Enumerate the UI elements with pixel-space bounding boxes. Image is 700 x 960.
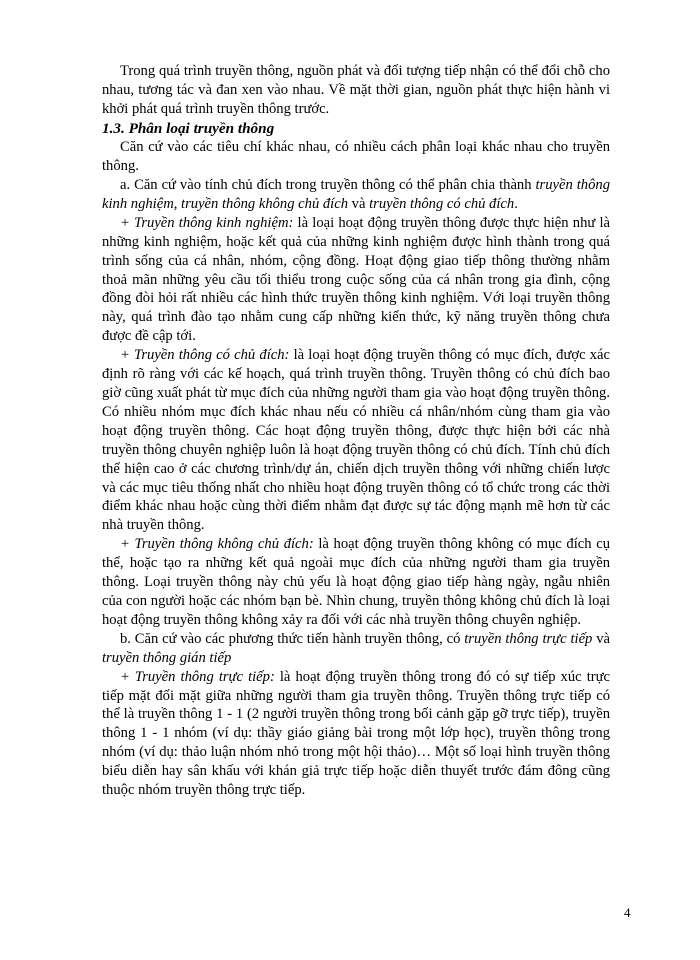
criterion-b-term1: truyền thông trực tiếp xyxy=(464,630,593,647)
criterion-b-paragraph xyxy=(102,630,610,668)
criterion-a-term1: truyền thông kinh nghiệm, truyền thông không chủ đích xyxy=(102,177,610,212)
direct-paragraph xyxy=(102,668,610,800)
section-heading: 1.3. Phân loại truyền thông xyxy=(102,119,275,137)
direct-term: + Truyền thông trực tiếp: xyxy=(120,668,275,685)
criterion-a-and: và xyxy=(348,195,370,212)
section-intro-text: Căn cứ vào các tiêu chí khác nhau, có nhiều cách phân loại khác nhau cho truyền thông. xyxy=(102,139,610,175)
criterion-a-lead: a. Căn cứ vào tính chủ đích trong truyền thông có thể phân chia thành xyxy=(120,177,536,194)
page-number: 4 xyxy=(624,905,631,920)
experience-paragraph xyxy=(102,214,610,346)
intro-paragraph xyxy=(102,62,610,119)
purposeful-text: là loại hoạt động truyền thông có mục đích, được xác định rõ ràng với các kế hoạch, quá trình truyền thông. Truyền thông có chủ đích bao giờ cũng xuất phát từ mục đích của những người tham gia vào hoạt động truyền thông. Có nhiều nhóm mục đích khác nhau nếu có nhiều cá nhân/nhóm cùng tham gia vào hoạt động truyền thông. Các hoạt động truyền thông, được thực hiện bởi các nhà truyền thông chuyên nghiệp luôn là hoạt động truyền thông có chủ đích. Tính chủ đích thể hiện cao ở các chương trình/dự án, chiến dịch truyền thông với những chiến lược và các mục tiêu thống nhất cho nhiều hoạt động truyền thông có tổ chức trong các thời điểm khác nhau hoặc cùng thời điểm nhằm đạt được sự tác động mạnh mẽ hơn từ các nhà truyền thông. xyxy=(102,347,611,534)
unintentional-text: là hoạt động truyền thông không có mục đích cụ thể, hoặc tạo ra những kết quả ngoài mục đích của những người tham gia truyền thông. Loại truyền thông này chủ yếu là hoạt động giao tiếp hàng ngày, ngẫu nhiên của con người hoặc các nhóm bạn bè. Nhìn chung, truyền thông không chủ đích là loại hoạt động truyền thông không xảy ra đối với các nhà truyền thông chuyên nghiệp. xyxy=(102,536,611,628)
direct-text: là hoạt động truyền thông trong đó có sự tiếp xúc trực tiếp mặt đối mặt giữa những người tham gia truyền thông. Truyền thông trực tiếp có thể là truyền thông 1 - 1 (2 người truyền thông trong bối cảnh gặp gỡ trực tiếp), truyền thông 1 - 1 nhóm (ví dụ: thầy giáo giảng bài trong một lớp học), truyền thông trong nhóm (ví dụ: thảo luận nhóm nhỏ trong một hội thảo)… Một số loại hình truyền thông biểu diễn hay sân khấu với khán giả trực tiếp hoặc diễn thuyết trước đám đông cũng thuộc nhóm truyền thông trực tiếp. xyxy=(102,668,610,799)
purposeful-paragraph xyxy=(102,346,610,535)
intro-text: Trong quá trình truyền thông, nguồn phát và đối tượng tiếp nhận có thể đổi chỗ cho nhau, tương tác và đan xen vào nhau. Về mặt thời gian, nguồn phát thực hiện hành vi khởi phát quá trình truyền thông trước. xyxy=(102,63,610,117)
criterion-a-paragraph xyxy=(102,176,610,214)
criterion-b-term2: truyền thông gián tiếp xyxy=(102,649,232,666)
experience-text: là loại hoạt động truyền thông được thực hiện như là những kinh nghiệm, hoặc kết quả của những kinh nghiệm được hình thành trong quá trình sống của cá nhân, nhóm, cộng đồng. Hoạt động giao tiếp thông thường nhằm thoả mãn những yêu cầu tối thiểu trong cuộc sống của cá nhân trong gia đình, cộng đồng đòi hỏi rất nhiều các hình thức truyền thông kinh nghiệm. Với loại truyền thông này, quá trình đào tạo nhằm cung cấp những kiến thức, kỹ năng truyền thông chưa được đề cập tới. xyxy=(102,214,611,345)
criterion-b-lead: b. Căn cứ vào các phương thức tiến hành truyền thông, có xyxy=(120,630,465,647)
document-body xyxy=(102,62,610,800)
criterion-a-term2: truyền thông có chủ đích xyxy=(369,195,515,212)
criterion-b-and: và xyxy=(592,630,610,647)
criterion-a-end: . xyxy=(514,195,518,212)
unintentional-paragraph xyxy=(102,535,610,630)
section-intro-paragraph xyxy=(102,138,610,176)
purposeful-term: + Truyền thông có chủ đích: xyxy=(120,347,290,364)
unintentional-term: + Truyền thông không chủ đích: xyxy=(120,536,314,553)
experience-term: + Truyền thông kinh nghiệm: xyxy=(120,214,294,231)
